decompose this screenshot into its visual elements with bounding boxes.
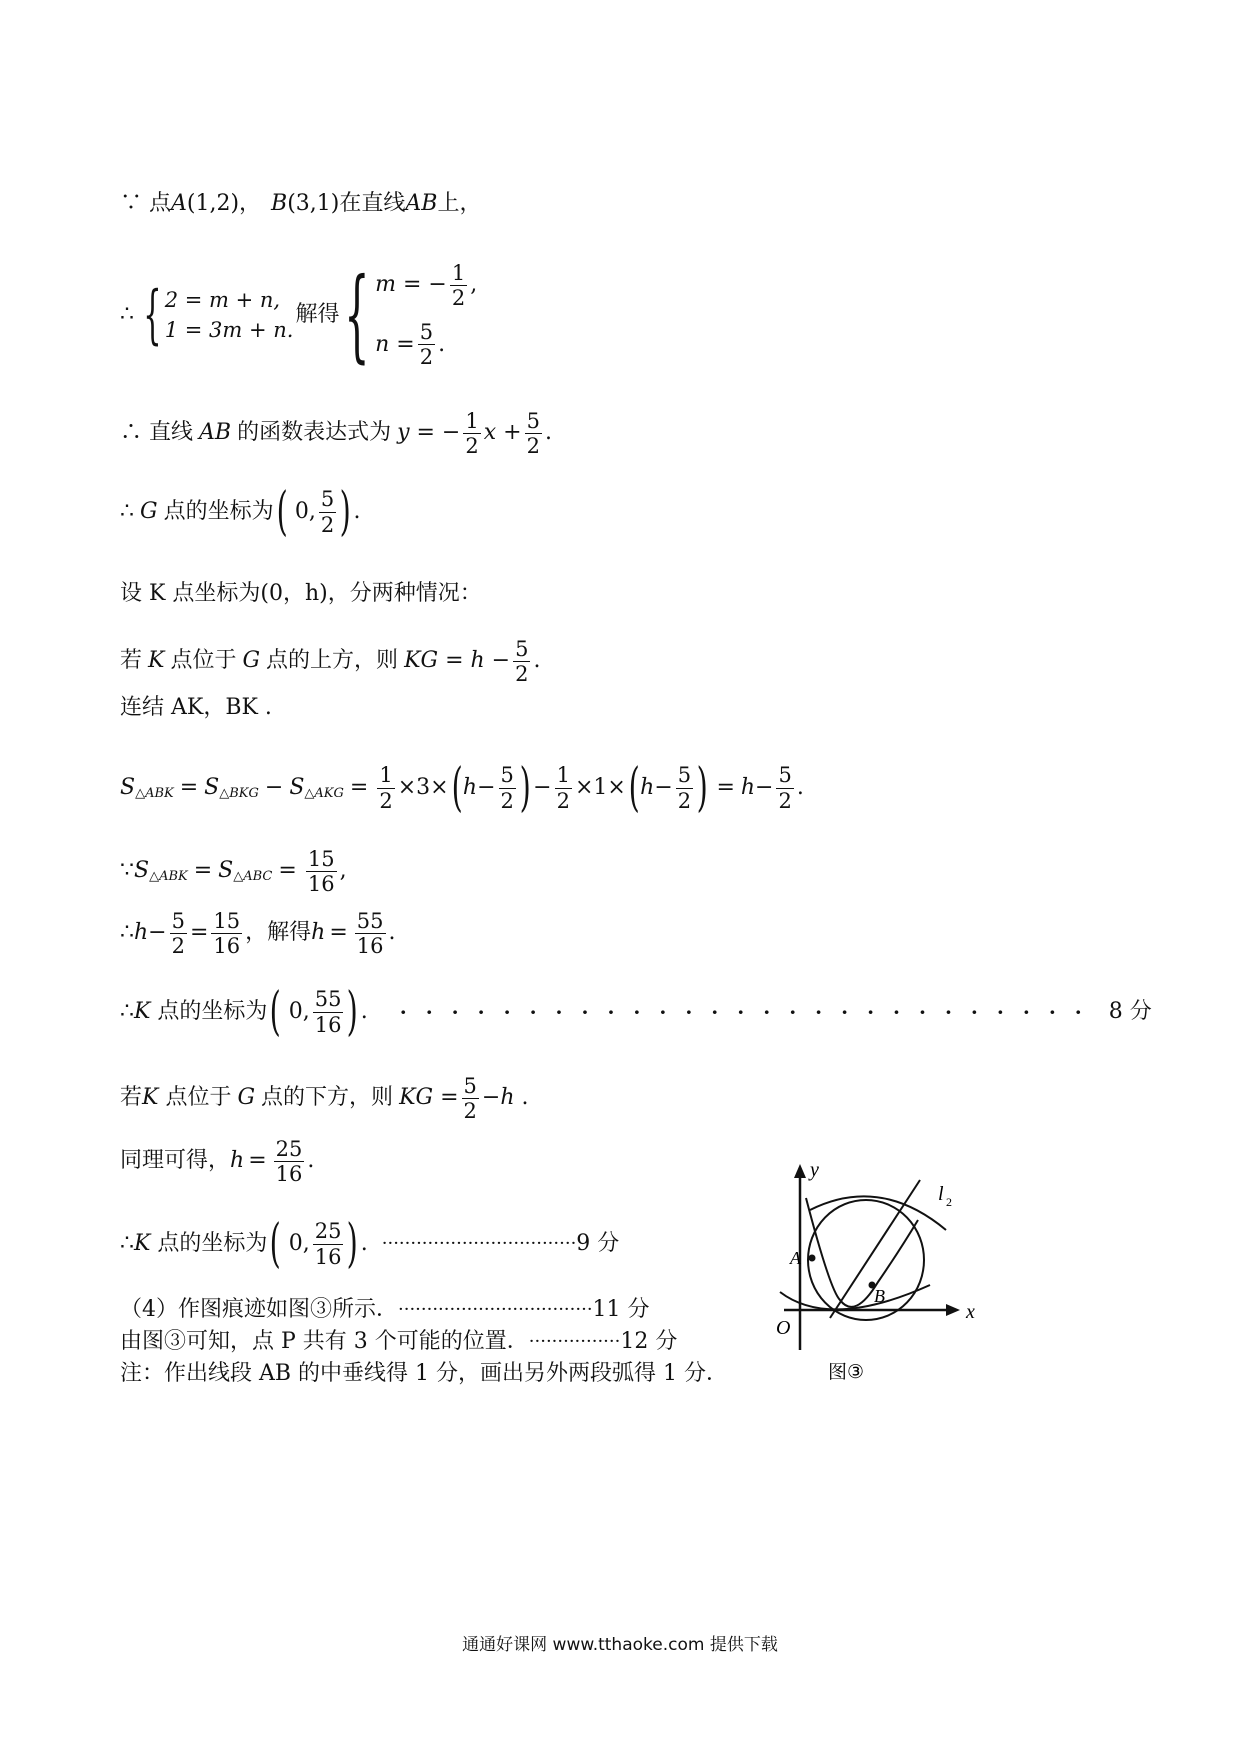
line-system-equations	[120, 256, 478, 374]
b-label: B	[874, 1286, 885, 1306]
coord-a: (1,2)，	[186, 191, 262, 216]
l-label: l	[938, 1183, 944, 1205]
solution-system	[375, 262, 477, 368]
line-note	[120, 1362, 728, 1386]
var-b: B	[271, 191, 288, 216]
subscript: △ABC	[233, 869, 273, 885]
line-set-k	[120, 582, 482, 606]
line-k-coordinate-2: ∴ K 点的坐标为 ( 0, $\frac{25}{16}$ ) . ·································· 9 分	[120, 1214, 620, 1274]
fraction: $\frac{5}{2}$	[526, 409, 540, 459]
coord-b: (3,1)	[287, 191, 340, 216]
m-eq: m = −	[375, 272, 447, 298]
construction-figure	[770, 1160, 990, 1390]
den: 2	[451, 286, 466, 311]
var-k: K	[148, 648, 165, 674]
circle	[808, 1200, 924, 1320]
text: 由图③可知，点 P 共有 3 个可能的位置．	[120, 1329, 529, 1354]
line-k-coordinate-1: ∴ K 点的坐标为 ( 0, $\frac{55}{16}$ ) . ··························· 8 分	[120, 982, 1152, 1042]
score: 12 分	[620, 1329, 678, 1354]
fraction	[418, 321, 435, 368]
point-a	[809, 1255, 816, 1262]
left-brace: {	[143, 278, 162, 353]
score: 8 分	[1108, 998, 1152, 1024]
line-solve-h: ∴ h − $\frac{5}{2}$ = $\frac{15}{16}$ ，解得 h = $\frac{55}{16}$ .	[120, 909, 396, 959]
score: 9 分	[576, 1230, 620, 1256]
fraction: $\frac{1}{2}$	[465, 409, 479, 459]
page-footer: 通通好课网 www.tthaoke.com 提供下载	[462, 1635, 778, 1655]
kg-eq: KG = h −	[404, 648, 511, 674]
text: 同理可得，	[120, 1148, 231, 1174]
text: ∴ 直线	[120, 420, 193, 446]
n-eq: n =	[375, 331, 415, 357]
text: 点位于	[165, 1085, 232, 1111]
text: 点的坐标为	[163, 498, 274, 524]
a-label: A	[790, 1248, 801, 1268]
line-area-equal: ∵ S △ABK = S △ABC = $\frac{15}{16}$ ,	[120, 847, 347, 897]
equation-system	[165, 285, 294, 346]
var-g: G	[140, 498, 158, 524]
x-label: x	[966, 1301, 975, 1323]
therefore-symbol: ∴	[120, 302, 134, 327]
var-g: G	[242, 648, 261, 674]
figure-caption: 图③	[828, 1361, 865, 1383]
origin-label: O	[776, 1317, 791, 1339]
line-area-formula: S △ABK = S △BKG − S △AKG = $\frac{1}{2}$ ×3× ( h − $\frac{5}{2}$ ) − $\frac{1}{2}$ ×1× ( h − $\frac{5}{2}$ ) = h − $\frac{5}{2}$ .	[120, 758, 804, 818]
line-g-coordinate: ∴ G 点的坐标为 ( 0, $\frac{5}{2}$ ) .	[120, 482, 361, 542]
text: 设 K 点坐标为(0，h)，分两种情况：	[120, 581, 482, 606]
solution-m: m = − $\frac{1}{2}$ ,	[375, 261, 478, 311]
y-eq: y = −	[397, 420, 461, 446]
var-ab: AB	[405, 191, 438, 216]
line-similarly: 同理可得， h = $\frac{25}{16}$ .	[120, 1137, 315, 1187]
text: ，解得	[245, 920, 312, 946]
var-ab: AB	[199, 420, 232, 446]
line-k-below-g: 若 K 点位于 G 点的下方，则 KG = $\frac{5}{2}$ − h .	[120, 1074, 529, 1124]
y-label: y	[810, 1160, 819, 1181]
score: 11 分	[592, 1297, 650, 1322]
text: 若	[120, 648, 143, 674]
text: 在直线	[339, 191, 406, 216]
fraction	[450, 262, 467, 309]
den: 16	[307, 872, 335, 897]
coordinate: ( 0, $\frac{5}{2}$ )	[276, 482, 351, 542]
num: 15	[307, 847, 335, 871]
line-k-above-g: 若 K 点位于 G 点的上方，则 KG = h − $\frac{5}{2}$ .	[120, 637, 541, 687]
num: 55	[356, 909, 384, 933]
text: 注：作出线段 AB 的中垂线得 1 分，画出另外两段弧得 1 分．	[120, 1361, 729, 1386]
num: 25	[275, 1137, 303, 1161]
num: 5	[419, 320, 434, 345]
fraction: $\frac{5}{2}$	[515, 637, 529, 687]
curve	[806, 1198, 918, 1307]
equation-1: 2 = m + n,	[164, 287, 281, 312]
den: 2	[419, 345, 434, 370]
x-plus: x +	[483, 420, 522, 446]
equation-2: 1 = 3m + n.	[164, 318, 294, 343]
text: 的函数表达式为	[237, 420, 392, 446]
l-sub-label: 2	[946, 1195, 952, 1209]
solve-label: 解得	[295, 302, 340, 327]
solution-n: n = $\frac{5}{2}$ .	[375, 320, 446, 370]
x-axis-arrow	[946, 1304, 960, 1316]
num: 1	[451, 261, 466, 285]
y-axis-arrow	[794, 1164, 806, 1178]
den: 16	[275, 1162, 303, 1187]
line-points-on-ab	[120, 192, 481, 216]
subscript: △ABK	[135, 785, 174, 801]
text: ∵ 点	[120, 191, 171, 216]
left-brace: {	[344, 256, 371, 374]
text: （4）作图痕迹如图③所示．	[120, 1297, 398, 1322]
text: 点的下方，则	[261, 1085, 394, 1111]
subscript: △AKG	[304, 785, 344, 801]
text: 点的上方，则	[266, 648, 399, 674]
line-connect	[120, 696, 272, 720]
subscript: △BKG	[219, 785, 259, 801]
line-three-positions: 由图③可知，点 P 共有 3 个可能的位置． ················ 12 分	[120, 1329, 678, 1354]
therefore-symbol: ∴	[120, 498, 134, 524]
line-function-expression: ∴ 直线 AB 的函数表达式为 y = − $\frac{1}{2}$ x + $\frac{5}{2}$ .	[120, 409, 552, 459]
den: 16	[356, 934, 384, 959]
var-a: A	[171, 191, 187, 216]
text: 点位于	[170, 648, 237, 674]
line-part4: （4）作图痕迹如图③所示． ·································· 11 分	[120, 1297, 650, 1322]
text: 上，	[437, 191, 482, 216]
text: 连结 AK，BK .	[120, 695, 272, 720]
